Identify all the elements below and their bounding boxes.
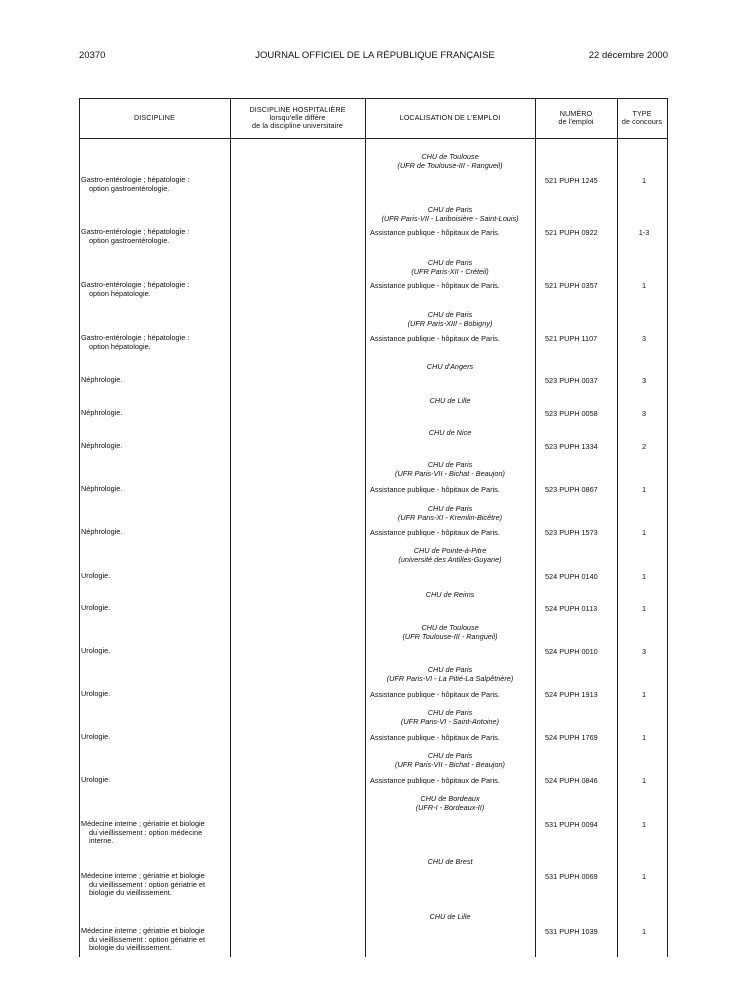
post-number: 524 PUPH 0113	[545, 604, 598, 613]
location-line: CHU de Paris	[427, 665, 473, 674]
post-number: 524 PUPH 1769	[545, 733, 598, 742]
post-number: 523 PUPH 0867	[545, 485, 598, 494]
discipline-line: Néphrologie.	[81, 527, 123, 536]
discipline-line: biologie du vieillissement.	[89, 888, 172, 897]
competition-type: 1	[641, 528, 647, 537]
post-number: 523 PUPH 1573	[545, 528, 598, 537]
competition-type: 1	[641, 820, 647, 829]
hospital-authority: Assistance publique - hôpitaux de Paris.	[370, 485, 500, 494]
employment-location	[365, 258, 535, 276]
column-header-discipline	[79, 100, 230, 136]
employment-location	[365, 546, 535, 564]
location-line: CHU de Paris	[427, 708, 473, 717]
discipline-line: Gastro-entérologie ; hépatologie :	[81, 175, 190, 184]
location-line: CHU de Pointe-à-Pitre	[413, 546, 487, 555]
column-header-location	[365, 100, 535, 136]
discipline-line: option gastroentérologie.	[89, 235, 170, 245]
competition-type: 3	[641, 647, 647, 656]
competition-type: 1-3	[638, 228, 650, 237]
page-number: 20370	[79, 50, 106, 61]
discipline-cell	[81, 776, 229, 785]
discipline-line: option hépatologie.	[89, 341, 151, 351]
discipline-line: option hépatologie.	[89, 288, 151, 298]
post-number: 524 PUPH 1913	[545, 690, 598, 699]
column-header-line: NUMÉRO	[559, 109, 593, 118]
competition-type: 1	[641, 604, 647, 613]
discipline-cell	[81, 334, 229, 351]
discipline-cell	[81, 281, 229, 298]
discipline-line: Néphrologie.	[81, 441, 123, 450]
employment-location	[365, 428, 535, 437]
employment-location	[365, 751, 535, 769]
employment-location	[365, 794, 535, 812]
location-line: (UFR Paris-VI - Saint-Antoine)	[400, 717, 500, 726]
employment-location	[365, 857, 535, 866]
discipline-cell	[81, 604, 229, 613]
column-header-number	[535, 100, 617, 136]
discipline-cell	[81, 409, 229, 418]
competition-type: 1	[641, 485, 647, 494]
competition-type: 2	[641, 442, 647, 451]
column-header-type	[617, 100, 667, 136]
discipline-line: Urologie.	[81, 689, 111, 698]
location-line: CHU de Nice	[428, 428, 472, 437]
discipline-cell	[81, 228, 229, 245]
discipline-line: Gastro-entérologie ; hépatologie :	[81, 280, 190, 289]
employment-location	[365, 205, 535, 223]
location-line: (UFR Paris-XI - Kremlin-Bicêtre)	[397, 513, 503, 522]
discipline-line: Urologie.	[81, 646, 111, 655]
discipline-line: Médecine interne ; gériatrie et biologie	[81, 819, 205, 828]
employment-location	[365, 362, 535, 371]
location-line: (UFR Paris-VII - Bichat - Beaujon)	[395, 469, 505, 478]
employment-location	[365, 623, 535, 641]
column-rule	[535, 98, 536, 957]
location-line: CHU de Toulouse	[421, 152, 479, 161]
location-line: (université des Antilles-Guyane)	[398, 555, 502, 564]
location-line: (UFR Paris-VII - Bichat - Beaujon)	[395, 760, 505, 769]
column-header-line: LOCALISATION DE L'EMPLOI	[399, 113, 501, 122]
post-number: 524 PUPH 0140	[545, 572, 598, 581]
discipline-cell	[81, 733, 229, 742]
hospital-authority: Assistance publique - hôpitaux de Paris.	[370, 281, 500, 290]
post-number: 521 PUPH 1245	[545, 176, 598, 185]
employment-location	[365, 665, 535, 683]
competition-type: 1	[641, 776, 647, 785]
discipline-line: Médecine interne ; gériatrie et biologie	[81, 871, 205, 880]
post-number: 531 PUPH 1039	[545, 927, 598, 936]
location-line: CHU de Paris	[427, 751, 473, 760]
hospital-authority: Assistance publique - hôpitaux de Paris.	[370, 528, 500, 537]
column-rule	[617, 98, 618, 957]
publication-date: 22 décembre 2000	[588, 50, 668, 61]
post-number: 521 PUPH 1107	[545, 334, 598, 343]
employment-location	[365, 460, 535, 478]
location-line: (UFR Paris-XIII - Bobigny)	[407, 319, 493, 328]
location-line: CHU de Paris	[427, 205, 473, 214]
discipline-line: Néphrologie.	[81, 408, 123, 417]
journal-title: JOURNAL OFFICIEL DE LA RÉPUBLIQUE FRANÇAISE	[255, 50, 495, 61]
column-header-line: lorsqu'elle diffère	[269, 113, 326, 122]
discipline-line: du vieillissement : option gériatrie et	[89, 879, 205, 889]
location-line: CHU de Paris	[427, 504, 473, 513]
employment-location	[365, 708, 535, 726]
column-rule	[230, 98, 231, 957]
location-line: CHU de Reims	[425, 590, 475, 599]
post-number: 523 PUPH 0058	[545, 409, 598, 418]
location-line: (UFR de Toulouse-III - Rangueil)	[397, 161, 503, 170]
discipline-line: Néphrologie.	[81, 484, 123, 493]
discipline-cell	[81, 690, 229, 699]
location-line: (UFR Toulouse-III - Rangueil)	[402, 632, 498, 641]
employment-location	[365, 152, 535, 170]
hospital-authority: Assistance publique - hôpitaux de Paris.	[370, 690, 500, 699]
discipline-cell	[81, 485, 229, 494]
post-number: 521 PUPH 0922	[545, 228, 598, 237]
location-line: CHU de Toulouse	[421, 623, 479, 632]
location-line: CHU de Lille	[429, 396, 471, 405]
discipline-line: Gastro-entérologie ; hépatologie :	[81, 227, 190, 236]
competition-type: 3	[641, 409, 647, 418]
employment-location	[365, 310, 535, 328]
discipline-cell	[81, 647, 229, 656]
discipline-line: Néphrologie.	[81, 375, 123, 384]
location-line: CHU de Brest	[427, 857, 473, 866]
discipline-line: biologie du vieillissement.	[89, 943, 172, 952]
discipline-cell	[81, 528, 229, 537]
discipline-cell	[81, 376, 229, 385]
competition-type: 1	[641, 281, 647, 290]
discipline-line: du vieillissement : option gériatrie et	[89, 934, 205, 944]
discipline-line: option gastroentérologie.	[89, 183, 170, 193]
competition-type: 3	[641, 376, 647, 385]
post-number: 521 PUPH 0357	[545, 281, 598, 290]
competition-type: 1	[641, 176, 647, 185]
discipline-line: Urologie.	[81, 571, 111, 580]
location-line: CHU de Paris	[427, 258, 473, 267]
discipline-line: interne.	[89, 836, 114, 845]
hospital-authority: Assistance publique - hôpitaux de Paris.	[370, 733, 500, 742]
post-number: 523 PUPH 0037	[545, 376, 598, 385]
competition-type: 1	[641, 927, 647, 936]
discipline-line: Médecine interne ; gériatrie et biologie	[81, 926, 205, 935]
location-line: CHU de Bordeaux	[420, 794, 480, 803]
discipline-cell	[81, 820, 229, 846]
employment-location	[365, 396, 535, 405]
hospital-authority: Assistance publique - hôpitaux de Paris.	[370, 334, 500, 343]
discipline-cell	[81, 176, 229, 193]
discipline-line: Urologie.	[81, 775, 111, 784]
employment-location	[365, 504, 535, 522]
discipline-cell	[81, 442, 229, 451]
location-line: (UFR Paris-XII - Créteil)	[411, 267, 489, 276]
location-line: (UFR Paris-VI - La Pitié-La Salpêtrière)	[386, 674, 514, 683]
competition-type: 1	[641, 733, 647, 742]
competition-type: 1	[641, 572, 647, 581]
discipline-cell	[81, 927, 229, 953]
hospital-authority: Assistance publique - hôpitaux de Paris.	[370, 776, 500, 785]
competition-type: 3	[641, 334, 647, 343]
column-header-line: TYPE	[632, 109, 652, 118]
column-header-line: DISCIPLINE	[134, 113, 175, 122]
employment-location	[365, 912, 535, 921]
column-rule	[365, 98, 366, 957]
column-rule	[79, 98, 80, 957]
location-line: (UFR Paris-VII - Lariboisière - Saint-Louis)	[381, 214, 519, 223]
column-rule	[667, 98, 668, 957]
column-header-line: DISCIPLINE HOSPITALIÈRE	[249, 105, 346, 114]
post-number: 531 PUPH 0069	[545, 872, 598, 881]
discipline-line: du vieillissement : option médecine	[89, 827, 203, 837]
discipline-line: Gastro-entérologie ; hépatologie :	[81, 333, 190, 342]
post-number: 523 PUPH 1334	[545, 442, 598, 451]
hospital-authority: Assistance publique - hôpitaux de Paris.	[370, 228, 500, 237]
column-header-line: de concours	[621, 117, 663, 126]
location-line: CHU d'Angers	[426, 362, 474, 371]
column-header-line: de la discipline universitaire	[252, 121, 343, 130]
column-header-hospital-discipline	[230, 100, 365, 136]
location-line: CHU de Lille	[429, 912, 471, 921]
discipline-line: Urologie.	[81, 732, 111, 741]
post-number: 524 PUPH 0010	[545, 647, 598, 656]
discipline-line: Urologie.	[81, 603, 111, 612]
discipline-cell	[81, 872, 229, 898]
competition-type: 1	[641, 872, 647, 881]
employment-location	[365, 590, 535, 599]
location-line: (UFR-I - Bordeaux-II)	[415, 803, 485, 812]
post-number: 524 PUPH 0846	[545, 776, 598, 785]
location-line: CHU de Paris	[427, 460, 473, 469]
post-number: 531 PUPH 0094	[545, 820, 598, 829]
header-rule	[79, 138, 667, 139]
competition-type: 1	[641, 690, 647, 699]
discipline-cell	[81, 572, 229, 581]
location-line: CHU de Paris	[427, 310, 473, 319]
column-header-line: de l'emploi	[558, 117, 594, 126]
